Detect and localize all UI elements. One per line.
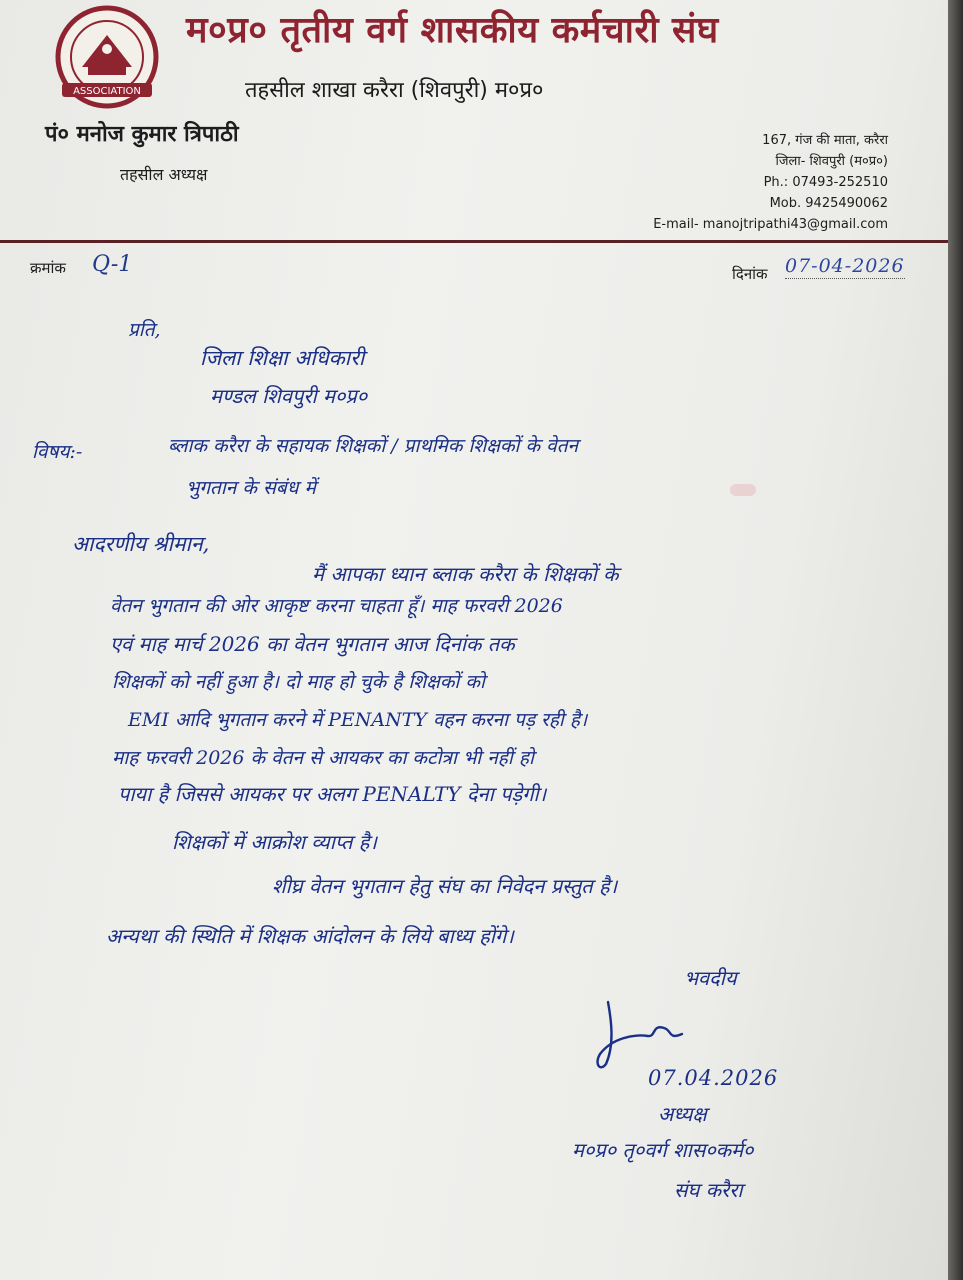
- body-line: शिक्षकों को नहीं हुआ है। दो माह हो चुके है शिक्षकों को: [112, 671, 485, 693]
- body-line: शीघ्र वेतन भुगतान हेतु संघ का निवेदन प्रस्तुत है।: [272, 874, 618, 898]
- letter-date: 07-04-2026: [785, 255, 905, 277]
- signatory-organization: म०प्र० तृ०वर्ग शास०कर्म०: [572, 1138, 754, 1162]
- president-title: तहसील अध्यक्ष: [120, 165, 208, 184]
- reference-label: क्रमांक: [30, 259, 66, 277]
- contact-district: जिला- शिवपुरी (म०प्र०): [775, 154, 888, 169]
- recipient-line: मण्डल शिवपुरी म०प्र०: [210, 384, 368, 408]
- organization-name: म०प्र० तृतीय वर्ग शासकीय कर्मचारी संघ: [186, 10, 719, 51]
- ink-smudge: [730, 484, 756, 496]
- page-edge-shadow: [948, 0, 963, 1280]
- reference-number: Q-1: [92, 252, 133, 277]
- subject-label: विषय:-: [32, 441, 83, 463]
- signature: [590, 994, 700, 1074]
- body-line: माह फरवरी 2026 के वेतन से आयकर का कटोत्रा भी नहीं हो: [112, 747, 534, 769]
- recipient-line: जिला शिक्षा अधिकारी: [200, 346, 365, 370]
- signatory-branch: संघ करैरा: [674, 1178, 743, 1202]
- body-line: पाया है जिससे आयकर पर अलग PENALTY देना पड़ेगी।: [118, 782, 547, 806]
- body-line: EMI आदि भुगतान करने में PENANTY वहन करना पड़ रही है।: [128, 709, 588, 731]
- to-label: प्रति,: [128, 319, 161, 341]
- signature-date: 07.04.2026: [648, 1066, 779, 1090]
- date-label: दिनांक: [732, 265, 768, 283]
- president-name: पं० मनोज कुमार त्रिपाठी: [45, 122, 239, 147]
- body-line: वेतन भुगतान की ओर आकृष्ट करना चाहता हूँ। माह फरवरी 2026: [110, 595, 563, 617]
- salutation: आदरणीय श्रीमान,: [72, 532, 210, 556]
- body-line: मैं आपका ध्यान ब्लाक करैरा के शिक्षकों के: [312, 562, 619, 586]
- contact-block: [653, 130, 888, 235]
- logo-text: ASSOCIATION: [73, 86, 141, 97]
- contact-phone: Ph.: 07493-252510: [763, 175, 888, 190]
- closing: भवदीय: [684, 966, 737, 990]
- contact-address: 167, गंज की माता, करैरा: [762, 133, 888, 148]
- header-divider: [0, 240, 948, 243]
- branch-name: तहसील शाखा करैरा (शिवपुरी) म०प्र०: [245, 78, 544, 103]
- signatory-title: अध्यक्ष: [658, 1102, 707, 1126]
- association-logo: [48, 5, 166, 109]
- subject-line: ब्लाक करैरा के सहायक शिक्षकों / प्राथमिक शिक्षकों के वेतन: [168, 435, 579, 457]
- body-line: शिक्षकों में आक्रोश व्याप्त है।: [172, 830, 378, 854]
- body-line: अन्यथा की स्थिति में शिक्षक आंदोलन के लिये बाध्य होंगे।: [106, 924, 514, 948]
- subject-line: भुगतान के संबंध में: [186, 477, 316, 499]
- body-line: एवं माह मार्च 2026 का वेतन भुगतान आज दिनांक तक: [110, 632, 515, 656]
- contact-email: E-mail- manojtripathi43@gmail.com: [653, 217, 888, 232]
- contact-mobile: Mob. 9425490062: [769, 196, 888, 211]
